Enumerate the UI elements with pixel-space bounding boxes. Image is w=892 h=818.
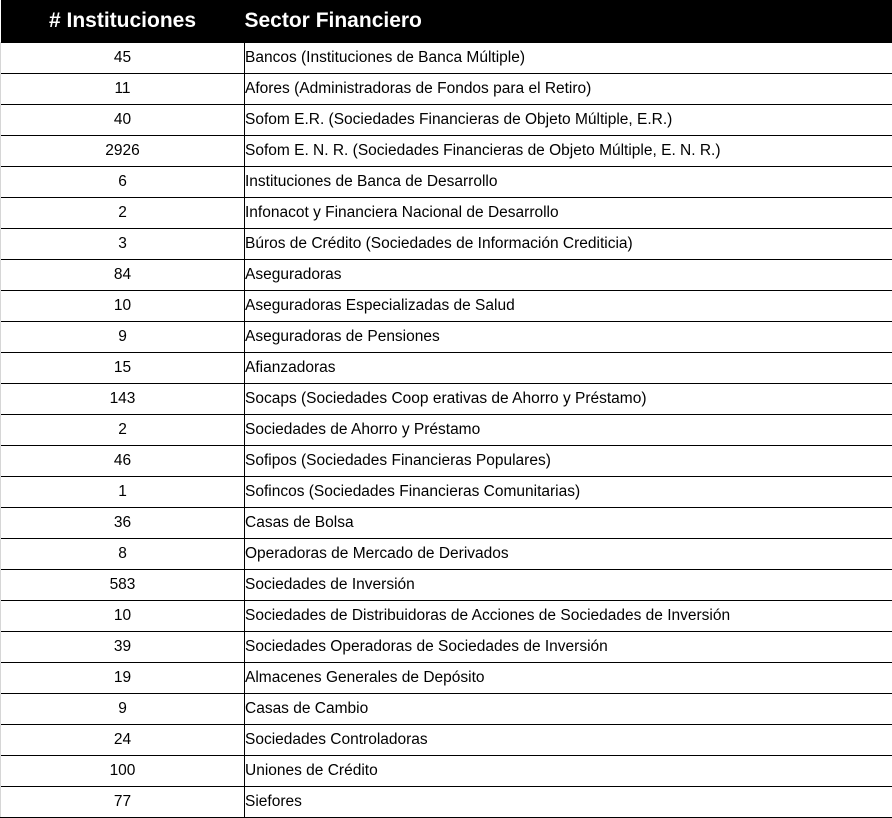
- cell-institution-count[interactable]: 15: [1, 352, 245, 383]
- table-row[interactable]: [1, 166, 892, 197]
- table-row[interactable]: [1, 228, 892, 259]
- cell-financial-sector[interactable]: Aseguradoras: [245, 259, 892, 290]
- column-header-instituciones[interactable]: # Instituciones: [1, 0, 245, 42]
- table-row[interactable]: [1, 631, 892, 662]
- cell-institution-count[interactable]: 2926: [1, 135, 245, 166]
- cell-institution-count[interactable]: 6: [1, 166, 245, 197]
- table-row[interactable]: [1, 352, 892, 383]
- table-row[interactable]: [1, 104, 892, 135]
- table-row[interactable]: [1, 197, 892, 228]
- cell-financial-sector[interactable]: Sofincos (Sociedades Financieras Comunitarias): [245, 476, 892, 507]
- table-row[interactable]: [1, 321, 892, 352]
- cell-financial-sector[interactable]: Sociedades de Ahorro y Préstamo: [245, 414, 892, 445]
- table-row[interactable]: [1, 724, 892, 755]
- cell-institution-count[interactable]: 9: [1, 693, 245, 724]
- cell-institution-count[interactable]: 77: [1, 786, 245, 817]
- cell-financial-sector[interactable]: Instituciones de Banca de Desarrollo: [245, 166, 892, 197]
- table-row[interactable]: [1, 786, 892, 817]
- table-row[interactable]: [1, 73, 892, 104]
- cell-financial-sector[interactable]: Casas de Bolsa: [245, 507, 892, 538]
- table-row[interactable]: [1, 569, 892, 600]
- table-header-row: [1, 0, 892, 42]
- cell-financial-sector[interactable]: Casas de Cambio: [245, 693, 892, 724]
- cell-institution-count[interactable]: 143: [1, 383, 245, 414]
- cell-institution-count[interactable]: 583: [1, 569, 245, 600]
- cell-institution-count[interactable]: 24: [1, 724, 245, 755]
- cell-institution-count[interactable]: 45: [1, 42, 245, 73]
- table-row[interactable]: [1, 600, 892, 631]
- table-header: [1, 0, 892, 42]
- cell-financial-sector[interactable]: Afianzadoras: [245, 352, 892, 383]
- cell-financial-sector[interactable]: Sofipos (Sociedades Financieras Populares): [245, 445, 892, 476]
- table-row[interactable]: [1, 259, 892, 290]
- cell-institution-count[interactable]: 19: [1, 662, 245, 693]
- cell-institution-count[interactable]: 2: [1, 197, 245, 228]
- cell-institution-count[interactable]: 46: [1, 445, 245, 476]
- cell-financial-sector[interactable]: Infonacot y Financiera Nacional de Desarrollo: [245, 197, 892, 228]
- cell-institution-count[interactable]: 36: [1, 507, 245, 538]
- table-row[interactable]: [1, 414, 892, 445]
- cell-financial-sector[interactable]: Sociedades Operadoras de Sociedades de Inversión: [245, 631, 892, 662]
- cell-institution-count[interactable]: 100: [1, 755, 245, 786]
- cell-financial-sector[interactable]: Sofom E.R. (Sociedades Financieras de Objeto Múltiple, E.R.): [245, 104, 892, 135]
- cell-financial-sector[interactable]: Siefores: [245, 786, 892, 817]
- cell-institution-count[interactable]: 10: [1, 290, 245, 321]
- table-row[interactable]: [1, 42, 892, 73]
- cell-financial-sector[interactable]: Uniones de Crédito: [245, 755, 892, 786]
- cell-institution-count[interactable]: 40: [1, 104, 245, 135]
- table-row[interactable]: [1, 662, 892, 693]
- cell-financial-sector[interactable]: Almacenes Generales de Depósito: [245, 662, 892, 693]
- cell-financial-sector[interactable]: Sofom E. N. R. (Sociedades Financieras de Objeto Múltiple, E. N. R.): [245, 135, 892, 166]
- cell-financial-sector[interactable]: Sociedades Controladoras: [245, 724, 892, 755]
- table-row[interactable]: [1, 476, 892, 507]
- cell-institution-count[interactable]: 2: [1, 414, 245, 445]
- column-header-sector-financiero[interactable]: Sector Financiero: [245, 0, 892, 42]
- cell-financial-sector[interactable]: Aseguradoras Especializadas de Salud: [245, 290, 892, 321]
- cell-institution-count[interactable]: 9: [1, 321, 245, 352]
- cell-financial-sector[interactable]: Sociedades de Inversión: [245, 569, 892, 600]
- cell-financial-sector[interactable]: Operadoras de Mercado de Derivados: [245, 538, 892, 569]
- table-row[interactable]: [1, 135, 892, 166]
- cell-institution-count[interactable]: 8: [1, 538, 245, 569]
- cell-financial-sector[interactable]: Afores (Administradoras de Fondos para el Retiro): [245, 73, 892, 104]
- table-row[interactable]: [1, 445, 892, 476]
- table-row[interactable]: [1, 290, 892, 321]
- cell-institution-count[interactable]: 11: [1, 73, 245, 104]
- cell-institution-count[interactable]: 3: [1, 228, 245, 259]
- table-row[interactable]: [1, 383, 892, 414]
- table-row[interactable]: [1, 507, 892, 538]
- cell-financial-sector[interactable]: Aseguradoras de Pensiones: [245, 321, 892, 352]
- table-row[interactable]: [1, 693, 892, 724]
- cell-financial-sector[interactable]: Bancos (Instituciones de Banca Múltiple): [245, 42, 892, 73]
- cell-institution-count[interactable]: 84: [1, 259, 245, 290]
- cell-institution-count[interactable]: 39: [1, 631, 245, 662]
- cell-institution-count[interactable]: 1: [1, 476, 245, 507]
- cell-financial-sector[interactable]: Sociedades de Distribuidoras de Acciones de Sociedades de Inversión: [245, 600, 892, 631]
- cell-institution-count[interactable]: 10: [1, 600, 245, 631]
- cell-financial-sector[interactable]: Búros de Crédito (Sociedades de Información Crediticia): [245, 228, 892, 259]
- table-row[interactable]: [1, 538, 892, 569]
- table-row[interactable]: [1, 755, 892, 786]
- cell-financial-sector[interactable]: Socaps (Sociedades Coop erativas de Ahorro y Préstamo): [245, 383, 892, 414]
- table-body: [1, 42, 892, 817]
